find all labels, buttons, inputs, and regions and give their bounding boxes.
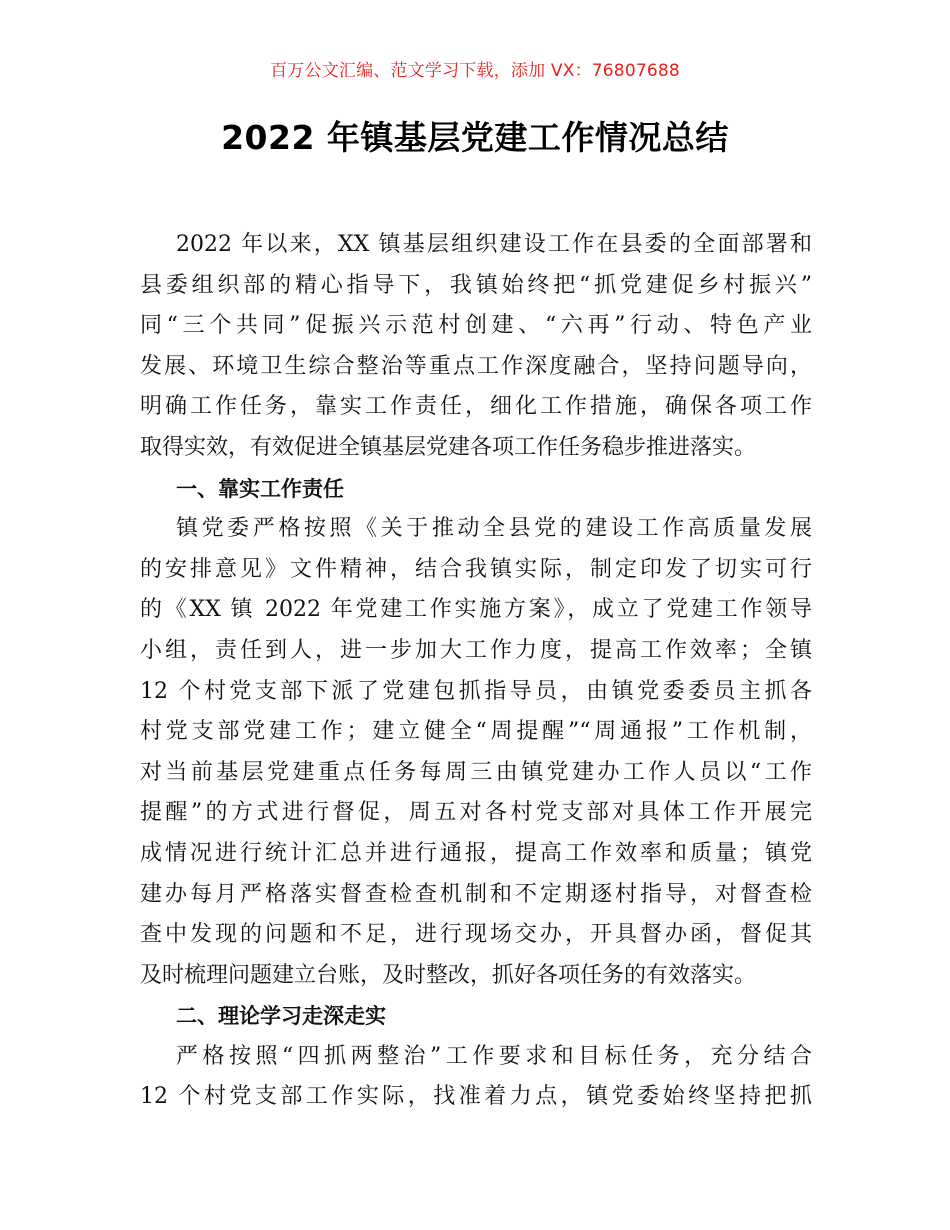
section-heading: 一、靠实工作责任 <box>176 476 344 501</box>
paragraph-line: 发展、环境卫生综合整治等重点工作深度融合，坚持问题导向， <box>140 353 812 379</box>
paragraph-line: 镇党委严格按照《关于推动全县党的建设工作高质量发展 <box>176 516 812 542</box>
document-body <box>140 225 812 1118</box>
paragraph-line: 县委组织部的精心指导下，我镇始终把“抓党建促乡村振兴” <box>140 272 812 298</box>
section-heading: 二、理论学习走深走实 <box>176 1004 386 1029</box>
watermark-header: 百万公文汇编、范文学习下载，添加 VX：76807688 <box>270 61 680 81</box>
document-title: 2022 年镇基层党建工作情况总结 <box>221 118 729 157</box>
paragraph-line: 取得实效，有效促进全镇基层党建各项工作任务稳步推进落实。 <box>140 434 757 460</box>
paragraph-line: 明确工作任务，靠实工作责任，细化工作措施，确保各项工作 <box>140 394 812 420</box>
paragraph-line: 的安排意见》文件精神，结合我镇实际，制定印发了切实可行 <box>140 556 812 582</box>
paragraph-line: 小组，责任到人，进一步加大工作力度，提高工作效率；全镇 <box>140 637 812 663</box>
paragraph-line: 成情况进行统计汇总并进行通报，提高工作效率和质量；镇党 <box>140 840 812 866</box>
paragraph-line: 同“三个共同”促振兴示范村创建、“六再”行动、特色产业 <box>140 313 812 339</box>
paragraph-line: 12 个村党支部下派了党建包抓指导员，由镇党委委员主抓各 <box>140 678 812 704</box>
paragraph-line: 的《XX 镇 2022 年党建工作实施方案》，成立了党建工作领导 <box>140 597 812 623</box>
paragraph-line: 村党支部党建工作；建立健全“周提醒”“周通报”工作机制， <box>140 719 812 745</box>
paragraph-line: 建办每月严格落实督查检查机制和不定期逐村指导，对督查检 <box>140 881 812 907</box>
paragraph-line: 查中发现的问题和不足，进行现场交办，开具督办函，督促其 <box>140 922 812 948</box>
paragraph-line: 及时梳理问题建立台账，及时整改，抓好各项任务的有效落实。 <box>140 962 757 988</box>
paragraph-line: 2022 年以来，XX 镇基层组织建设工作在县委的全面部署和 <box>176 232 812 257</box>
paragraph-line: 12 个村党支部工作实际，找准着力点，镇党委始终坚持把抓 <box>140 1084 812 1110</box>
paragraph-line: 提醒”的方式进行督促，周五对各村党支部对具体工作开展完 <box>140 800 812 826</box>
paragraph-line: 严格按照“四抓两整治”工作要求和目标任务，充分结合 <box>176 1043 812 1069</box>
paragraph-line: 对当前基层党建重点任务每周三由镇党建办工作人员以“工作 <box>140 759 812 785</box>
